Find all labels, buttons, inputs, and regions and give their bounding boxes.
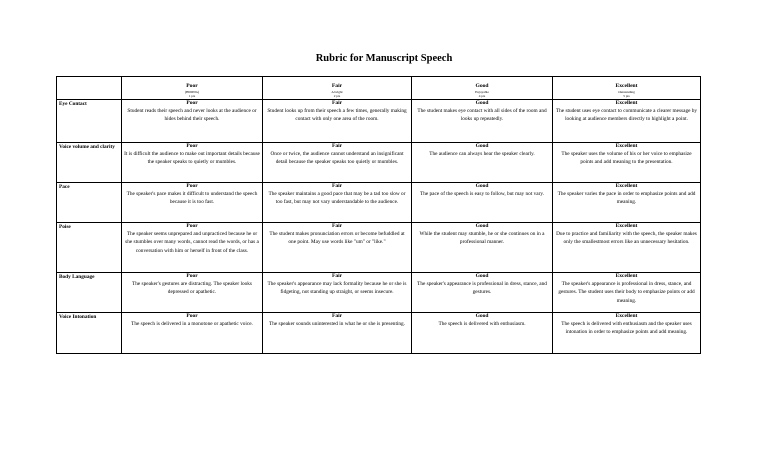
- criterion-cell: [412, 223, 553, 273]
- criterion-cell: [263, 100, 412, 143]
- criterion-cell: [122, 100, 263, 143]
- criterion-text: The speaker varies the pace in order to emphasize points and add meaning.: [557, 190, 696, 206]
- header-points: 5 pts: [623, 94, 630, 99]
- header-descriptor: (HIDING): [184, 90, 200, 94]
- criterion-cell: [553, 313, 701, 354]
- level-label: Excellent: [615, 313, 638, 319]
- level-label: Fair: [331, 143, 343, 149]
- level-label: Poor: [186, 100, 198, 106]
- level-label: Good: [475, 183, 489, 189]
- level-label: Good: [475, 273, 489, 279]
- criterion-cell: [263, 223, 412, 273]
- header-label: Fair: [331, 83, 343, 89]
- criterion-cell: [553, 183, 701, 223]
- header-poor: [122, 77, 263, 100]
- category-label: Voice volume and clarity: [57, 143, 122, 183]
- criterion-text: The speaker maintains a good pace that may be a tad too slow or too fast, but may not vary understandable to the audience.: [268, 190, 406, 206]
- criterion-text: The speaker's pace makes it difficult to understand the speech because it is too fast.: [126, 190, 258, 206]
- level-label: Fair: [331, 183, 343, 189]
- criterion-text: The student uses eye contact to communicate a clearer message by looking at audience members directly to highlight a point.: [555, 107, 698, 123]
- criterion-text: Student reads their speech and never looks at the audience or hides behind their speech.: [127, 107, 257, 123]
- header-points: 2 pts: [333, 94, 341, 99]
- criterion-text: The speaker's appearance is professional in dress, stance, and gestures.: [417, 280, 547, 296]
- rubric-row-poise: [57, 223, 701, 273]
- criterion-text: The speaker's appearance is professional in dress, stance, and gestures. The student uses their body to emphasize points or add meaning.: [558, 280, 695, 304]
- level-label: Good: [475, 143, 489, 149]
- criterion-text: The speaker's appearance may lack formality because he or she is fidgeting, not standing up straight, or seems insecure.: [267, 280, 407, 296]
- category-label: Voice Intonation: [57, 313, 122, 354]
- rubric-row-voice-volume: [57, 143, 701, 183]
- rubric-row-body-language: [57, 273, 701, 313]
- header-descriptor: Enjoyable: [475, 90, 489, 94]
- criterion-cell: [553, 273, 701, 313]
- criterion-cell: [412, 313, 553, 354]
- criterion-cell: [263, 143, 412, 183]
- category-label: Pace: [57, 183, 122, 223]
- criterion-cell: [122, 183, 263, 223]
- category-label: Poise: [57, 223, 122, 273]
- criterion-text: The speech is delivered in a monotone or apathetic voice.: [131, 320, 253, 327]
- page-title: Rubric for Manuscript Speech: [315, 53, 453, 64]
- level-label: Excellent: [615, 143, 638, 149]
- header-points: 4 pts: [478, 94, 486, 99]
- rubric-row-eye-contact: [57, 100, 701, 143]
- rubric-row-pace: [57, 183, 701, 223]
- header-descriptor: Outstanding: [618, 90, 635, 94]
- criterion-cell: [412, 100, 553, 143]
- criterion-text: While the student may stumble, he or she continues on in a professional manner.: [419, 230, 545, 246]
- criterion-text: The speaker uses the volume of his or her voice to emphasize points and add meaning to the presentation.: [561, 150, 692, 166]
- level-label: Excellent: [615, 223, 638, 229]
- criterion-text: The speaker's gestures are distracting. The speaker looks depressed or apathetic.: [132, 280, 252, 296]
- criterion-cell: [263, 273, 412, 313]
- level-label: Poor: [186, 313, 198, 319]
- header-label: Poor: [186, 83, 198, 89]
- level-label: Excellent: [615, 273, 638, 279]
- criterion-text: Once or twice, the audience cannot understand an insignificant detail because the speaker speaks too quietly or mumbles.: [270, 150, 404, 166]
- level-label: Good: [475, 223, 489, 229]
- level-label: Poor: [186, 143, 198, 149]
- criterion-cell: [412, 183, 553, 223]
- criterion-cell: [263, 313, 412, 354]
- category-label: Body Language: [57, 273, 122, 313]
- level-label: Fair: [331, 100, 343, 106]
- criterion-text: The audience can always hear the speaker clearly.: [429, 150, 535, 157]
- level-label: Fair: [331, 313, 343, 319]
- rubric-row-voice-intonation: [57, 313, 701, 354]
- criterion-text: The speaker sounds uninterested in what he or she is presenting.: [268, 320, 406, 327]
- level-label: Poor: [186, 183, 198, 189]
- header-label: Good: [475, 83, 489, 89]
- criterion-cell: [122, 273, 263, 313]
- header-good: [412, 77, 553, 100]
- level-label: Poor: [186, 273, 198, 279]
- criterion-cell: [263, 183, 412, 223]
- criterion-text: The student makes pronunciation errors or become befuddled at one point. May use words like "um" or "like.": [269, 230, 405, 246]
- level-label: Fair: [331, 223, 343, 229]
- criterion-cell: [122, 223, 263, 273]
- criterion-cell: [553, 143, 701, 183]
- criterion-text: The pace of the speech is easy to follow, but may not vary.: [419, 190, 545, 197]
- criterion-text: The speaker seems unprepared and unpracticed because he or she stumbles over many words, cannot read the words, or has a conversation with him or herself in front of the class.: [125, 230, 259, 254]
- header-points: 1 pts: [188, 94, 196, 99]
- level-label: Good: [475, 313, 489, 319]
- header-label: Excellent: [615, 83, 638, 89]
- criterion-cell: [122, 143, 263, 183]
- rubric-table: [56, 76, 701, 354]
- criterion-cell: [553, 223, 701, 273]
- criterion-text: The student makes eye contact with all sides of the room and looks up repeatedly.: [417, 107, 547, 123]
- header-row: [57, 77, 701, 100]
- criterion-text: The speech is delivered with enthusiasm.: [438, 320, 526, 327]
- header-descriptor: A bright: [331, 90, 343, 94]
- header-fair: [263, 77, 412, 100]
- criterion-cell: [412, 143, 553, 183]
- level-label: Fair: [331, 273, 343, 279]
- level-label: Excellent: [615, 100, 638, 106]
- criterion-cell: [122, 313, 263, 354]
- criterion-text: Student looks up from their speech a few times, generally making contact with only one area of the room.: [267, 107, 407, 123]
- header-corner-cell: [57, 77, 122, 100]
- level-label: Poor: [186, 223, 198, 229]
- criterion-cell: [412, 273, 553, 313]
- criterion-text: The speech is delivered with enthusiasm and the speaker uses intonation in order to emphasize points and add meaning.: [561, 320, 692, 336]
- level-label: Good: [475, 100, 489, 106]
- category-label: Eye Contact: [57, 100, 122, 143]
- criterion-cell: [553, 100, 701, 143]
- criterion-text: It is difficult the audience to make out important details because the speaker speaks to quietly or mumbles.: [124, 150, 260, 166]
- level-label: Excellent: [615, 183, 638, 189]
- header-excellent: [553, 77, 701, 100]
- criterion-text: Due to practice and familiarity with the speech, the speaker makes only the smallestmost errors like an unnecessary hesitation.: [556, 230, 697, 246]
